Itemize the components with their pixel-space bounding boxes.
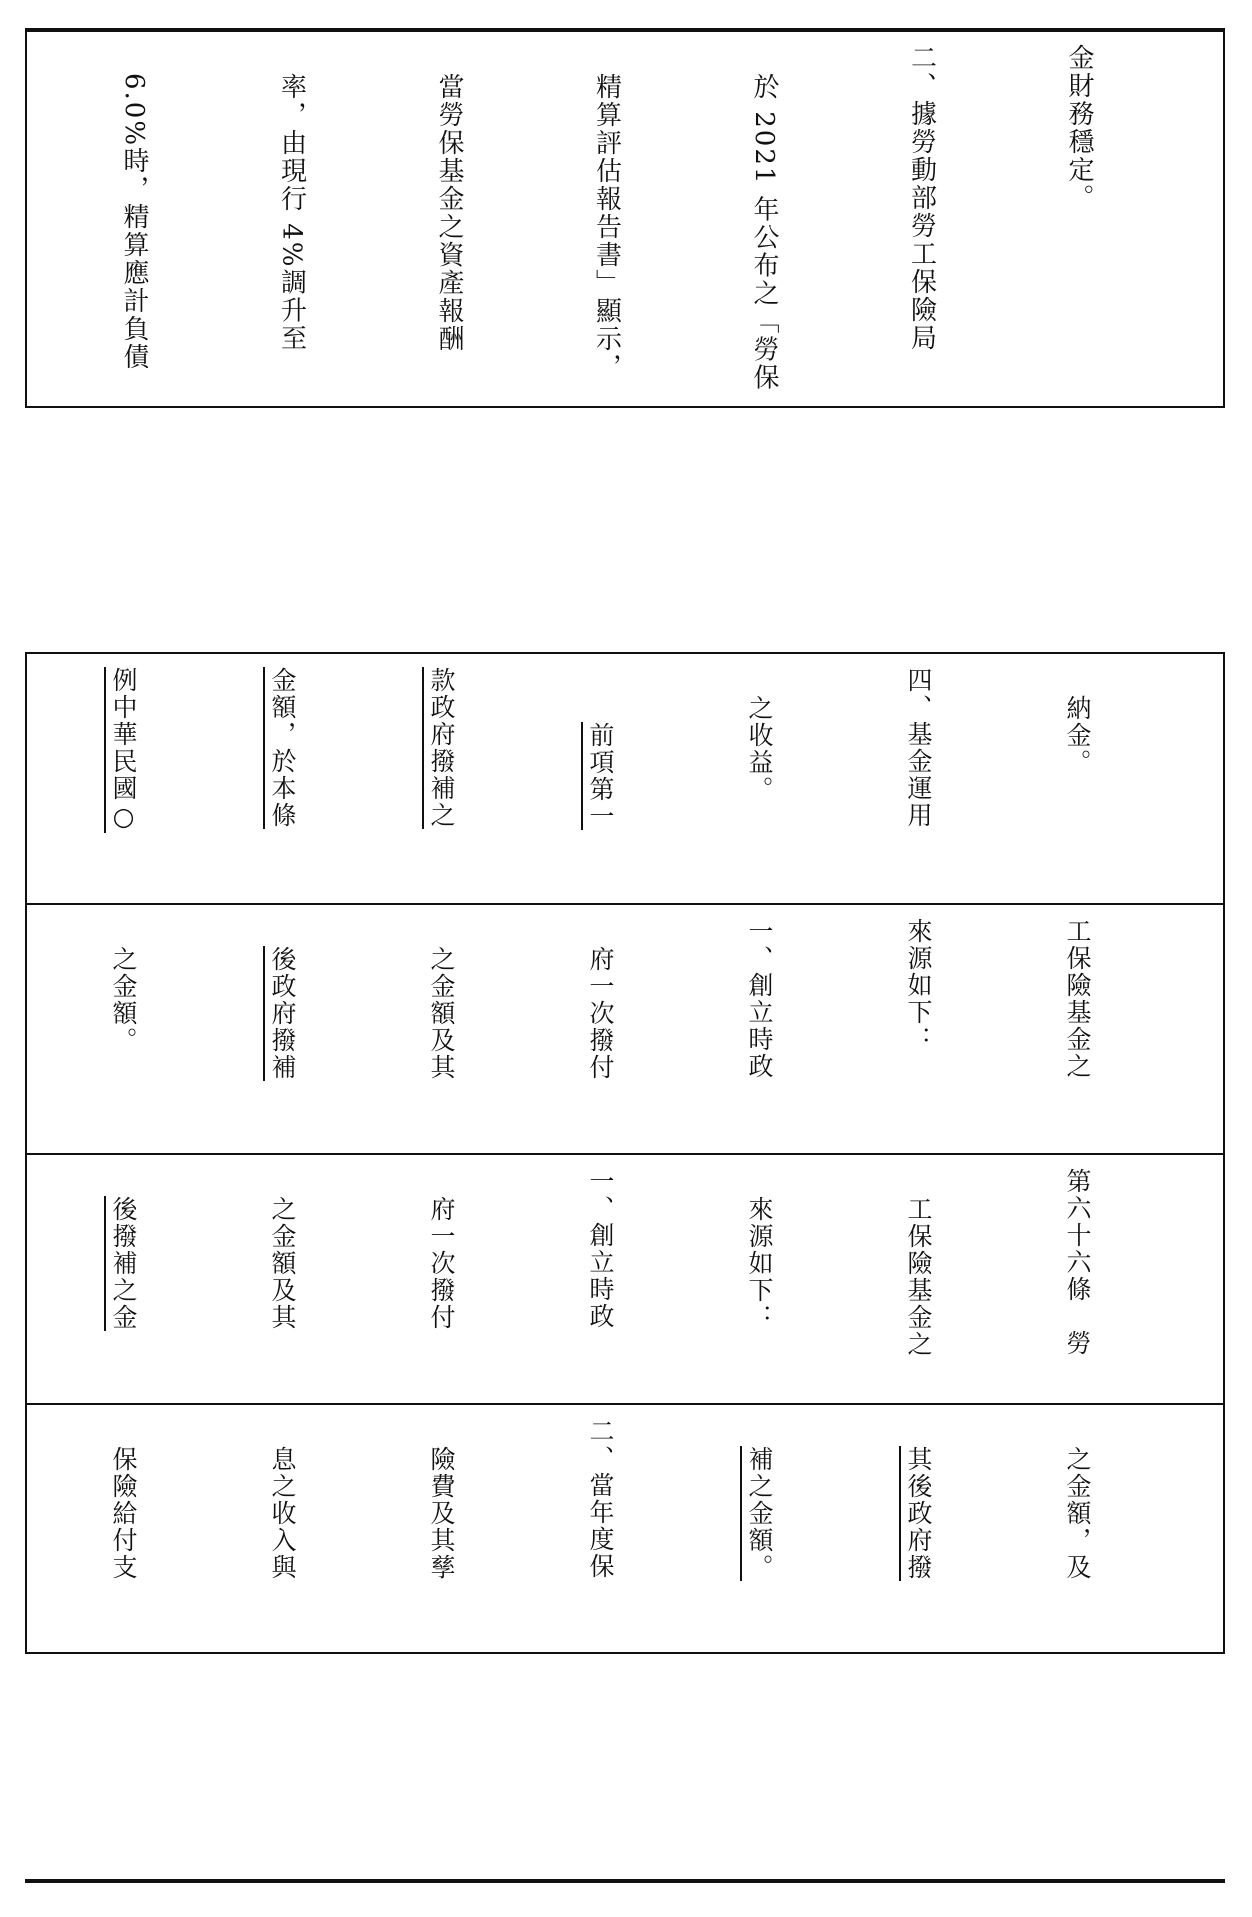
text-line: 率，由現行 4%調升至 bbox=[276, 72, 307, 353]
text-line: 6.0%時，精算應計負債 bbox=[119, 72, 149, 371]
row-divider-lower bbox=[25, 1652, 1225, 1654]
text-line: 一、創立時政 bbox=[586, 1168, 615, 1330]
text-line: 前項第一 bbox=[586, 722, 615, 830]
text-line: 二、當年度保 bbox=[586, 1418, 615, 1580]
text-line: 保險給付支 bbox=[109, 1445, 138, 1581]
text-line: 工保險基金之 bbox=[1063, 918, 1092, 1080]
cell-divider-2 bbox=[25, 1153, 1225, 1155]
row-divider-top bbox=[25, 406, 1225, 408]
text-line: 例中華民國○ bbox=[109, 667, 138, 833]
bottom-rule bbox=[25, 1879, 1225, 1883]
text-line: 之金額及其 bbox=[427, 945, 456, 1081]
text-line: 補之金額。 bbox=[745, 1445, 774, 1581]
text-line: 金額，於本條 bbox=[268, 667, 297, 829]
text-line: 其後政府撥 bbox=[904, 1445, 933, 1581]
text-line: 之收益。 bbox=[745, 694, 774, 803]
col-divider-top-left bbox=[25, 28, 27, 408]
text-line: 金財務穩定。 bbox=[1064, 44, 1094, 212]
text-line: 來源如下： bbox=[904, 918, 933, 1053]
table-cell-4 bbox=[28, 655, 1220, 901]
table-cell-2 bbox=[28, 1156, 1220, 1401]
text-line: 險費及其孳 bbox=[427, 1445, 456, 1581]
text-line: 之金額，及 bbox=[1063, 1445, 1092, 1581]
text-line: 二、據勞動部勞工保險局 bbox=[906, 44, 937, 352]
cell-divider-3 bbox=[25, 1403, 1225, 1405]
col-divider-5 bbox=[1223, 652, 1225, 1652]
table-cell-1 bbox=[28, 1406, 1220, 1650]
text-line: 之金額。 bbox=[109, 945, 138, 1054]
col-divider-top-right bbox=[1223, 28, 1225, 408]
text-line: 納金。 bbox=[1063, 694, 1092, 776]
text-line: 精算評估報告書」顯示， bbox=[591, 72, 622, 381]
text-line: 四、基金運用 bbox=[904, 667, 933, 829]
text-line: 當勞保基金之資產報酬 bbox=[434, 72, 464, 353]
text-line: 息之收入與 bbox=[268, 1445, 297, 1581]
col-divider-0 bbox=[25, 652, 27, 1652]
table-cell-3 bbox=[28, 906, 1220, 1151]
text-line: 第六十六條 勞 bbox=[1063, 1168, 1092, 1357]
cell-divider-1 bbox=[25, 903, 1225, 905]
text-line: 來源如下： bbox=[745, 1195, 774, 1331]
text-line: 後撥補之金 bbox=[109, 1195, 138, 1331]
text-line: 府一次撥付 bbox=[586, 945, 615, 1081]
text-line: 款政府撥補之 bbox=[427, 667, 456, 829]
top-text-cell bbox=[28, 32, 1220, 404]
text-line: 於 2021 年公布之「勞保 bbox=[749, 72, 779, 392]
row-divider-upper bbox=[25, 652, 1225, 654]
text-line: 後政府撥補 bbox=[268, 945, 297, 1081]
text-line: 一、創立時政 bbox=[745, 918, 774, 1080]
text-line: 府一次撥付 bbox=[427, 1195, 456, 1331]
text-line: 之金額及其 bbox=[268, 1195, 297, 1331]
text-line: 工保險基金之 bbox=[904, 1195, 933, 1358]
